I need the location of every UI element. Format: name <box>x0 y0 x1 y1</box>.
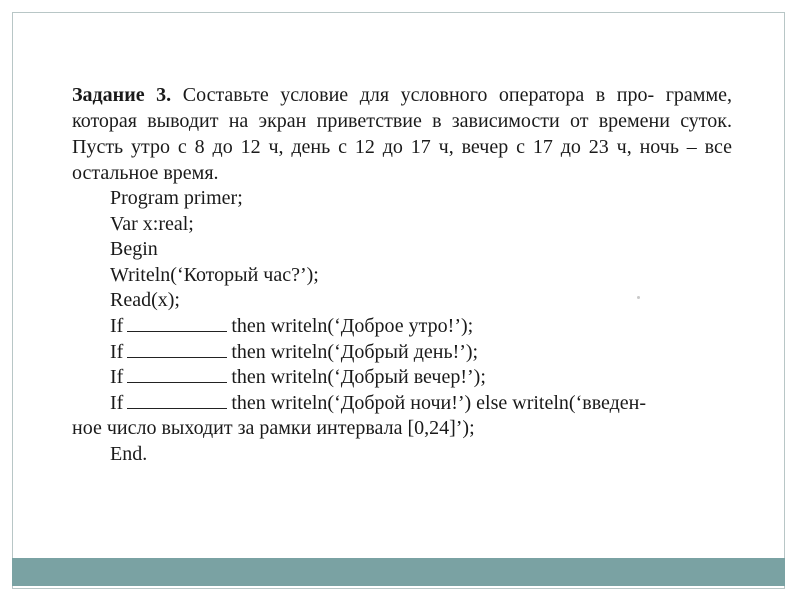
if-2-then: then writeln(‘Добрый день!’); <box>231 340 479 363</box>
if-keyword: If <box>110 340 124 363</box>
if-keyword: If <box>110 366 124 389</box>
condition-blank-4[interactable] <box>127 393 227 409</box>
code-line-if-4 <box>72 391 732 417</box>
if-keyword: If <box>110 314 124 337</box>
if-3-then: then writeln(‘Добрый вечер!’); <box>231 366 486 389</box>
task-text-line-4: с 17 до 23 ч, ночь – все остальное время. <box>72 136 733 184</box>
footer-bar <box>12 558 785 586</box>
code-line-begin: Begin <box>110 238 158 261</box>
task-text-line-1: Составьте условие для условного оператора в про- <box>182 84 655 106</box>
task-label: Задание 3. <box>72 84 172 106</box>
document-content <box>72 82 732 468</box>
code-listing <box>72 186 732 468</box>
code-line-if-4-continued: ное число выходит за рамки интервала [0,24]’); <box>72 417 475 440</box>
code-line-if-1 <box>72 314 732 340</box>
code-line-if-3 <box>72 365 732 391</box>
if-keyword: If <box>110 391 124 414</box>
condition-blank-2[interactable] <box>127 342 227 358</box>
task-text-line-3: от времени суток. Пусть утро с 8 до 12 ч, день с 12 до 17 ч, вечер <box>72 110 732 158</box>
if-4-then: then writeln(‘Доброй ночи!’) else writeln(‘введен- <box>231 391 647 414</box>
task-text-line-2: грамме, которая выводит на экран приветствие в зависимости <box>72 84 732 132</box>
code-line-writeln: Writeln(‘Который час?’); <box>110 263 319 286</box>
task-paragraph <box>72 82 732 186</box>
code-line-read: Read(x); <box>110 289 180 312</box>
code-line-program: Program primer; <box>110 187 243 209</box>
code-line-if-2 <box>72 340 732 366</box>
condition-blank-3[interactable] <box>127 367 227 383</box>
code-line-var: Var x:real; <box>110 212 194 235</box>
code-line-end: End. <box>110 442 148 465</box>
if-1-then: then writeln(‘Доброе утро!’); <box>231 314 474 337</box>
condition-blank-1[interactable] <box>127 316 227 332</box>
